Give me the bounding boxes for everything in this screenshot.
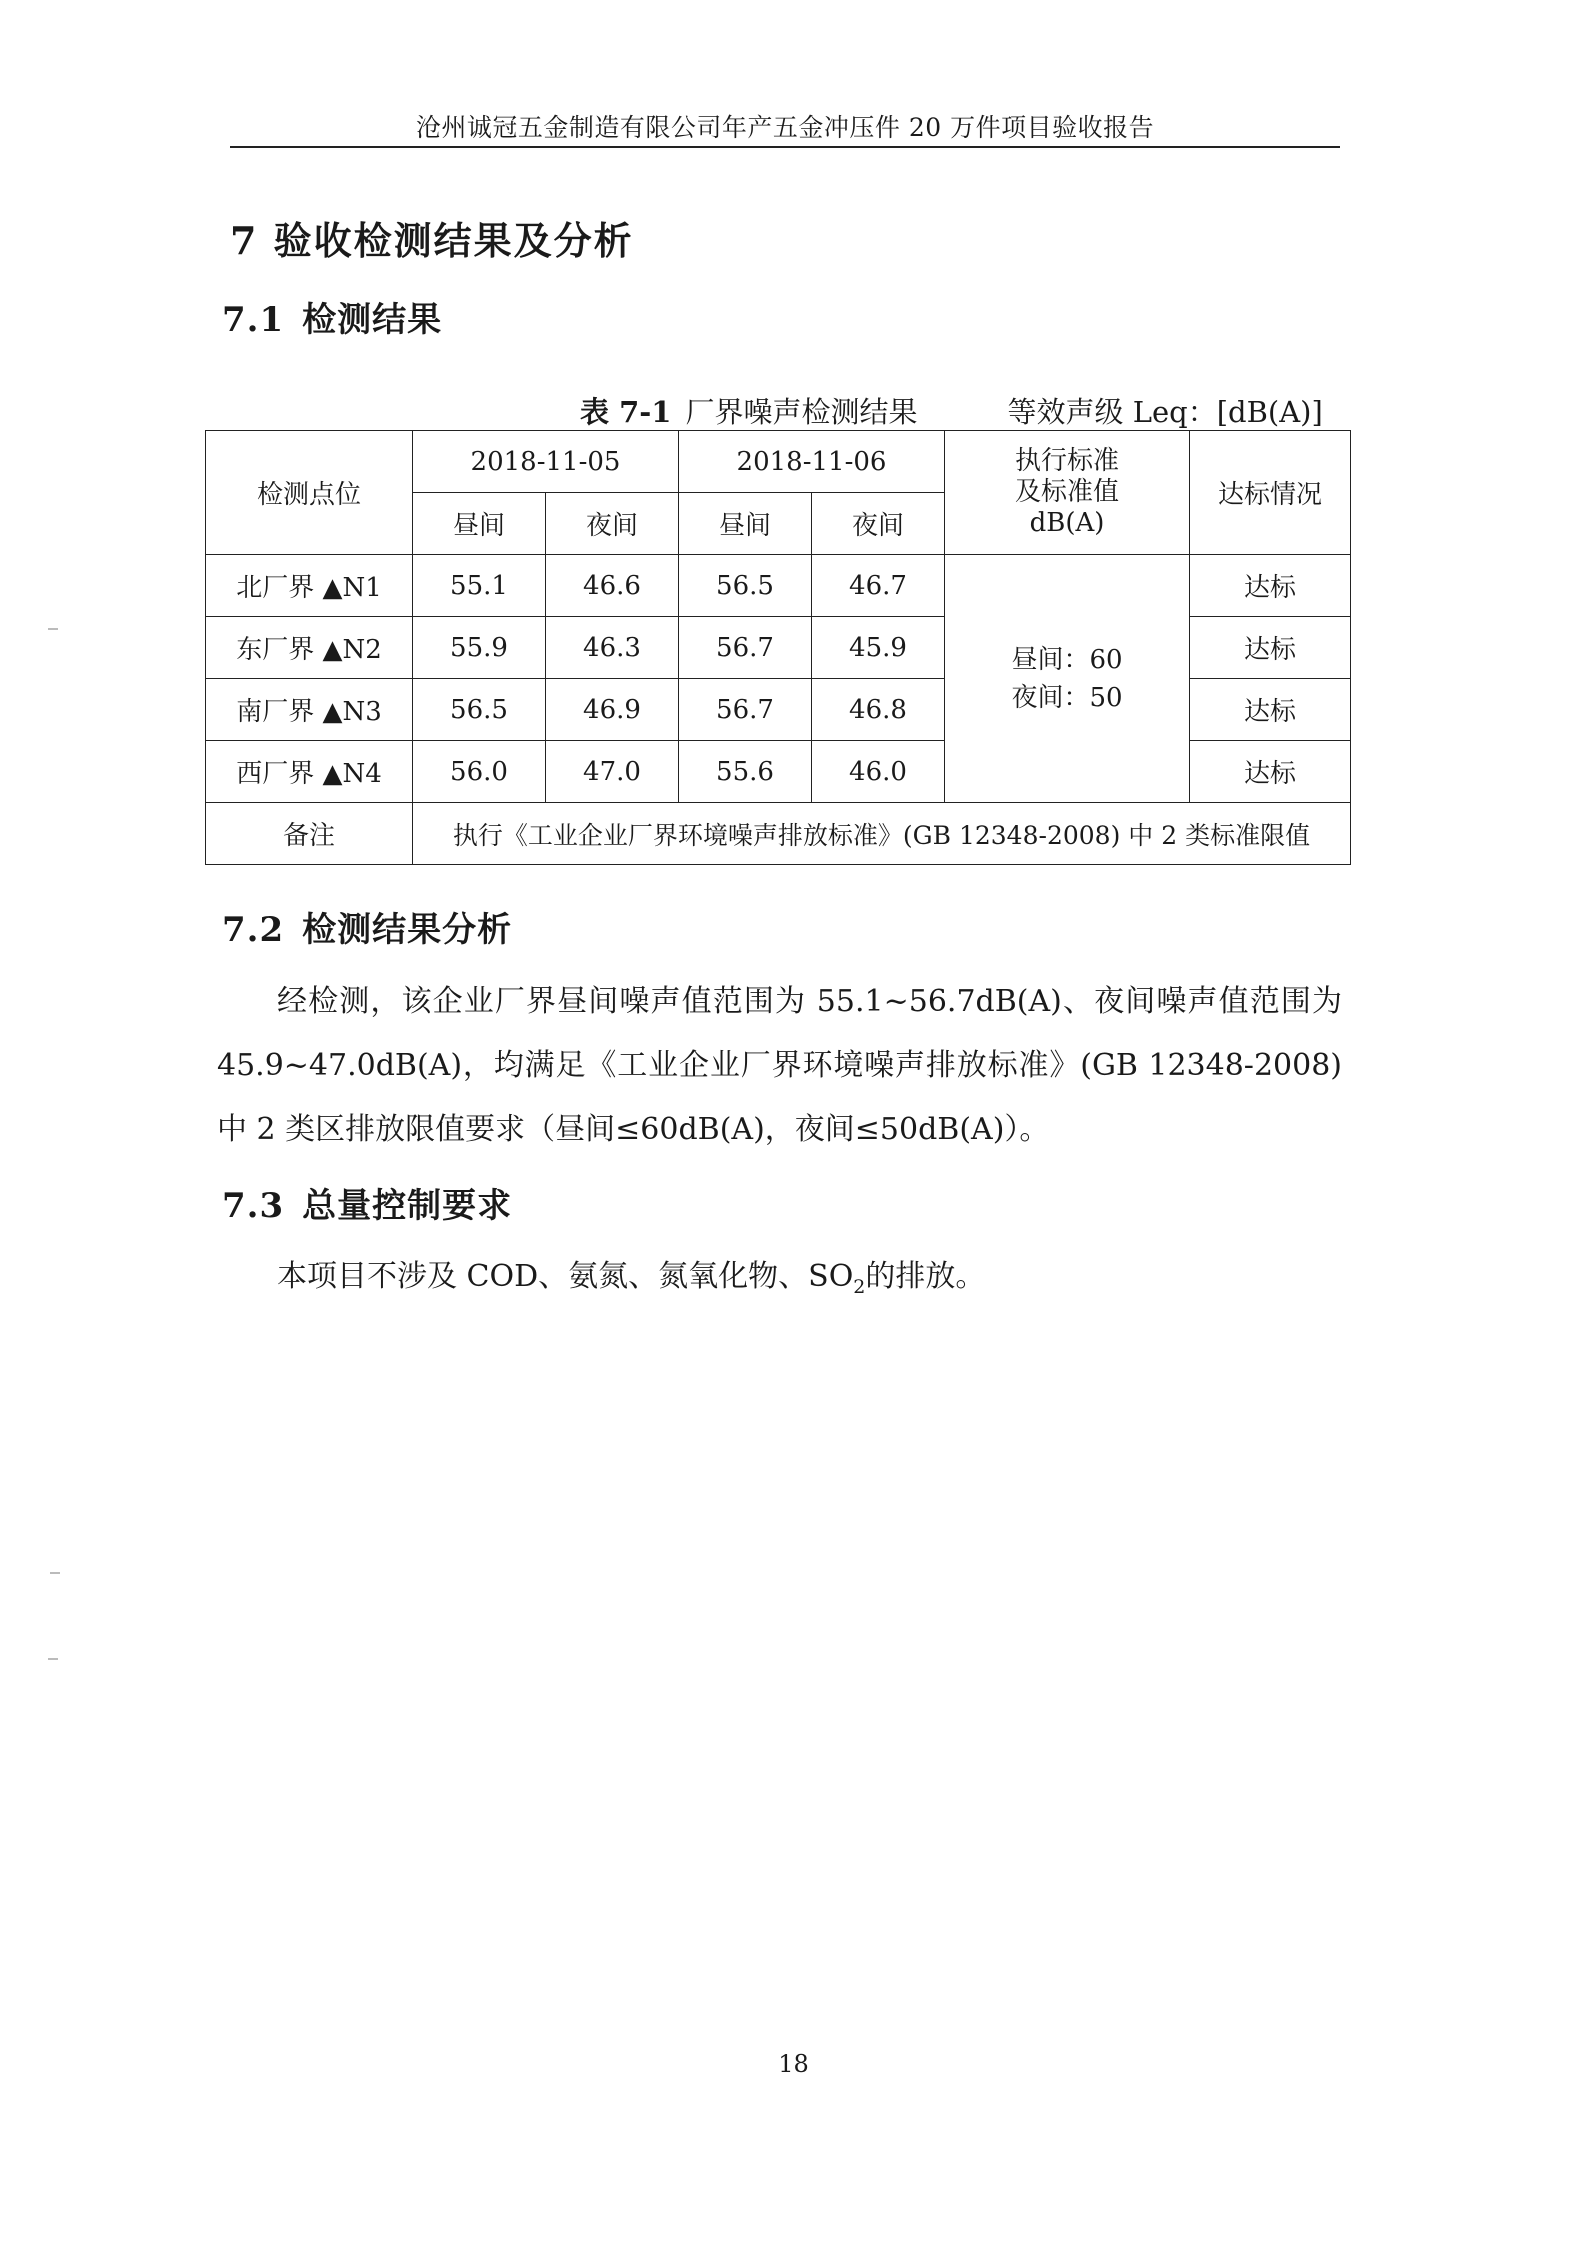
header-status: 达标情况 [1190,431,1351,555]
scan-mark [48,1658,58,1660]
header-rule [230,146,1340,148]
header-standard-line-3: dB(A) [1029,508,1105,538]
section-7-2-paragraph: 经检测，该企业厂界昼间噪声值范围为 55.1~56.7dB(A)、夜间噪声值范围为 45.9~47.0dB(A)，均满足《工业企业厂界环境噪声排放标准》(GB 12348-2008) 中 2 类区排放限值要求（昼间≤60dB(A)，夜间≤50dB(A)）。 [217,984,1342,1147]
limit-night: 夜间：50 [1011,682,1123,713]
header-date-2: 2018-11-06 [679,431,945,493]
row-d1-night: 46.3 [546,617,679,679]
header-date-1: 2018-11-05 [413,431,679,493]
limit-day: 昼间：60 [1011,644,1123,675]
section-7-3-number: 7.3 [222,1186,285,1226]
page-number: 18 [778,2050,809,2078]
row-d2-day: 56.7 [679,679,812,741]
section-7-2-heading [222,902,512,951]
row-status: 达标 [1190,617,1351,679]
row-d2-night: 46.0 [812,741,945,803]
row-status: 达标 [1190,741,1351,803]
section-7-1-title: 检测结果 [302,300,443,340]
table-row [206,555,1351,617]
so2-subscript: 2 [853,1276,866,1298]
noise-results-table [205,430,1351,865]
table-caption-unit: 等效声级 Leq：[dB(A)] [1007,395,1323,429]
header-d2-night: 夜间 [812,493,945,555]
section-7-2-title: 检测结果分析 [302,910,513,950]
row-d2-day: 56.7 [679,617,812,679]
row-d1-day: 56.0 [413,741,546,803]
row-d1-night: 47.0 [546,741,679,803]
scan-mark [48,628,58,630]
row-d2-night: 45.9 [812,617,945,679]
table-caption-number: 表 7-1 [580,395,672,429]
section-7-2-number: 7.2 [222,910,285,950]
table-caption-title: 厂界噪声检测结果 [685,395,918,429]
row-d2-night: 46.8 [812,679,945,741]
section-7-3-paragraph [217,1245,1342,1319]
row-d1-day: 55.9 [413,617,546,679]
note-text: 执行《工业企业厂界环境噪声排放标准》(GB 12348-2008) 中 2 类标准限值 [413,803,1351,865]
section-7-3-text-post: 的排放。 [865,1259,986,1294]
section-7-3-heading [222,1178,512,1227]
header-standard-line-2: 及标准值 [1014,477,1119,507]
scan-mark [50,1572,60,1574]
row-d2-day: 56.5 [679,555,812,617]
table-caption [580,390,1323,431]
section-7-3-title: 总量控制要求 [302,1186,513,1226]
note-label: 备注 [206,803,413,865]
running-header: 沧州诚冠五金制造有限公司年产五金冲压件 20 万件项目验收报告 [415,113,1155,142]
section-7-3-text-pre: 本项目不涉及 COD、氨氮、氮氧化物、SO [277,1259,854,1294]
row-point: 南厂界 ▲N3 [206,679,413,741]
section-7-title: 7 验收检测结果及分析 [230,218,634,263]
row-point: 北厂界 ▲N1 [206,555,413,617]
row-point: 东厂界 ▲N2 [206,617,413,679]
row-status: 达标 [1190,679,1351,741]
row-d1-day: 56.5 [413,679,546,741]
header-d2-day: 昼间 [679,493,812,555]
header-standard-line-1: 执行标准 [1014,446,1119,476]
row-d2-night: 46.7 [812,555,945,617]
row-d1-night: 46.9 [546,679,679,741]
header-d1-night: 夜间 [546,493,679,555]
limits-cell [945,555,1190,803]
section-7-1-number: 7.1 [222,300,285,340]
table-header-row [206,431,1351,493]
row-point: 西厂界 ▲N4 [206,741,413,803]
row-d1-day: 55.1 [413,555,546,617]
table-note-row [206,803,1351,865]
row-d1-night: 46.6 [546,555,679,617]
row-status: 达标 [1190,555,1351,617]
header-point: 检测点位 [206,431,413,555]
header-d1-day: 昼间 [413,493,546,555]
section-7-1-heading [222,292,442,341]
header-standard [945,431,1190,555]
row-d2-day: 55.6 [679,741,812,803]
